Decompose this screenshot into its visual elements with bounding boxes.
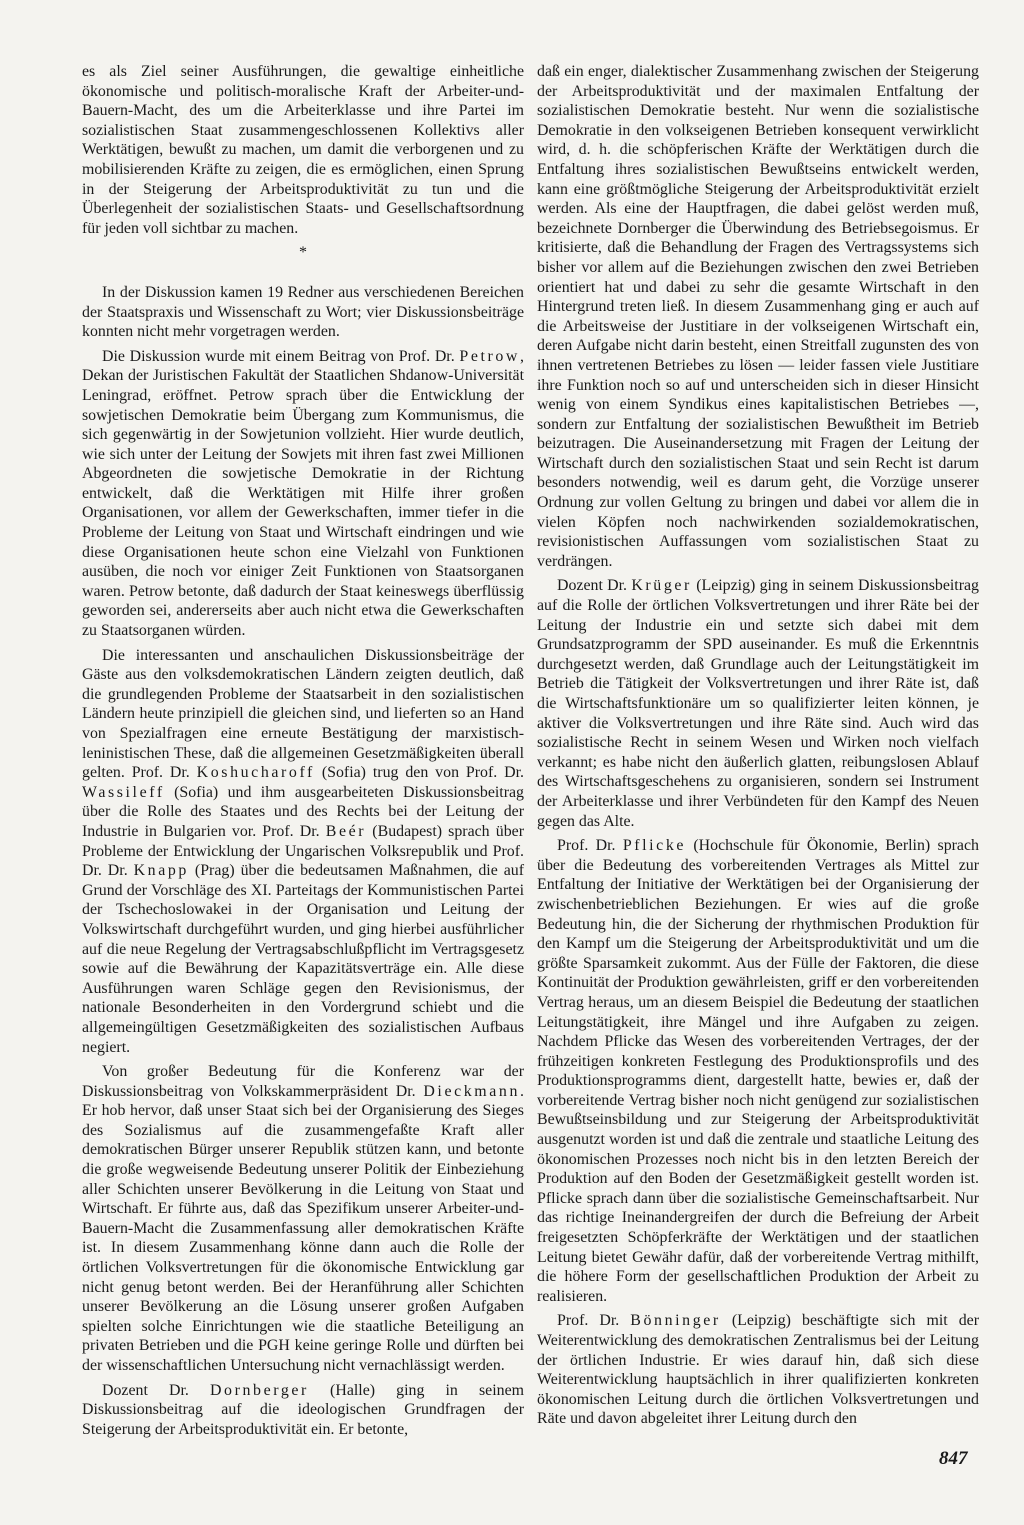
page-number: 847 xyxy=(939,1448,968,1469)
right-column xyxy=(537,62,979,1434)
paragraph: Die Diskussion wurde mit einem Beitrag von Prof. Dr. Petrow, Dekan der Juristischen Fakultät der Staatlichen Shdanow-Universität Leningrad, eröffnet. Petrow sprach über die Entwicklung der sowjetischen Demokratie beim Übergang zum Kommunismus, die sich gegenwärtig in der Sowjetunion vollzieht. Hier wurde deutlich, wie sich unter der Leitung der Sowjets mit ihren fast zwei Millionen Abgeordneten die sowjetische Demokratie in der Richtung entwickelt, daß die Werktätigen mit Hilfe ihrer großen Organisationen, vor allem der Gewerkschaften, immer tiefer in die Probleme der Leitung von Staat und Wirtschaft eindringen und wie diese Organisationen heute schon eine Vielzahl von Funktionen ausüben, die noch vor einiger Zeit Funktionen von Staatsorganen waren. Petrow betonte, daß dadurch der Staat keineswegs überflüssig geworden sei, andererseits aber auch nicht etwa die Gewerkschaften zu Staatsorganen würden. xyxy=(82,347,524,640)
paragraph: Die interessanten und anschaulichen Diskussionsbeiträge der Gäste aus den volksdemokratischen Ländern zeigten deutlich, daß die grundlegenden Probleme der Staatsarbeit in den sozialistischen Ländern heute prinzipiell die gleichen sind, und lieferten so an Hand von Spezialfragen eine erneute Bestätigung der marxistisch-leninistischen These, daß die allgemeinen Gesetzmäßigkeiten überall gelten. Prof. Dr. Koshucharoff (Sofia) trug den von Prof. Dr. Wassileff (Sofia) und ihm ausgearbeiteten Diskussionsbeitrag über die Rolle des Staates und des Rechts bei der Leitung der Industrie in Bulgarien vor. Prof. Dr. Beér (Budapest) sprach über Probleme der Entwicklung der Ungarischen Volksrepublik und Prof. Dr. Dr. Knapp (Prag) über die bedeutsamen Maßnahmen, die auf Grund der Vorschläge des XI. Parteitags der Kommunistischen Partei der Tschechoslowakei in der Organisation und Leitung der Volkswirtschaft durchgeführt wurden, und ging hierbei ausführlicher auf die neue Regelung der Vertragsabschlußpflicht im Vertragsgesetz sowie auf die Bewährung der Kapazitätsverträge ein. Alle diese Ausführungen waren Schläge gegen den Revisionismus, der nationale Besonderheiten in den Vordergrund schiebt und die allgemeingültigen Gesetzmäßigkeiten des sozialistischen Aufbaus negiert. xyxy=(82,646,524,1056)
paragraph: Dozent Dr. Dornberger (Halle) ging in seinem Diskussionsbeitrag auf die ideologischen Grundfragen der Steigerung der Arbeitsproduktivität ein. Er betonte, xyxy=(82,1381,524,1438)
left-column xyxy=(82,62,524,1444)
paragraph: es als Ziel seiner Ausführungen, die gewaltige einheitliche ökonomische und politisch-moralische Kraft der Arbeiter-und-Bauern-Macht, des um die Arbeiterklasse und ihre Partei im sozialistischen Staat zusammengeschlossenen Kollektivs aller Werktätigen, bewußt zu machen, um damit die verborgenen und zu mobilisierenden Kräfte zu zeigen, die es ermöglichen, einen Sprung in der Steigerung der Arbeitsproduktivität zu tun und die Überlegenheit der sozialistischen Staats- und Gesellschaftsordnung für jeden voll sichtbar zu machen. xyxy=(82,63,524,237)
speaker-name: Wassileff xyxy=(82,783,165,801)
paragraph: Von großer Bedeutung für die Konferenz war der Diskussionsbeitrag von Volkskammerpräsident Dr. Dieckmann. Er hob hervor, daß unser Staat sich bei der Organisierung des Sieges des Sozialismus auf die zusammengefaßte Kraft aller demokratischen Bürger unserer Republik stützen kann, und betonte die große wegweisende Bedeutung unserer Politik der Einbeziehung aller Schichten unserer Bevölkerung in die Leitung von Staat und Wirtschaft. Er führte aus, daß das Spezifikum unserer Arbeiter-und-Bauern-Macht die Zusammenfassung aller demokratischen Kräfte ist. In diesem Zusammenhang könne dann auch die Rolle der örtlichen Volksvertretungen für die ökonomische Entwicklung gar nicht genug betont werden. Bei der Heranführung aller Schichten unserer Bevölkerung an die Lösung unserer großen Aufgaben spielten solche Einrichtungen wie die staatliche Beteiligung an privaten Betrieben und die PGH keine geringe Rolle und dürften bei der wissenschaftlichen Untersuchung nicht vernachlässigt werden. xyxy=(82,1063,524,1374)
paragraph: In der Diskussion kamen 19 Redner aus verschiedenen Bereichen der Staatspraxis und Wissenschaft zu Wort; vier Diskussionsbeiträge konnten nicht mehr vorgetragen werden. xyxy=(82,283,524,341)
speaker-name: Dornberger xyxy=(209,1381,309,1399)
speaker-name: Knapp xyxy=(133,862,189,880)
section-separator: * xyxy=(299,244,307,262)
speaker-name: Koshucharoff xyxy=(196,764,315,782)
paragraph: Dozent Dr. Krüger (Leipzig) ging in seinem Diskussionsbeitrag auf die Rolle der örtlichen Volksvertretungen und ihrer Räte bei der Leitung der Industrie ein und setzte sich dabei mit dem Grundsatzprogramm der SPD auseinander. Es muß die Erkenntnis durchgesetzt werden, daß Grundlage auch der Leitungstätigkeit im Betrieb die Tätigkeit der Volksvertretungen und ihrer Räte ist, daß die Wirtschaftsfunktionäre um so qualifizierter leiten können, je aktiver die Volksvertretungen und ihre Räte sind. Auch wird das sozialistische Recht in seinem Wesen und Wirken noch vielfach verkannt; es habe nicht den äußerlich glatten, reibungslosen Ablauf des Wirtschaftsgeschehens zu organisieren, sondern sei Instrument der Arbeiterklasse und ihrer Verbündeten für den Kampf des Neuen gegen das Alte. xyxy=(537,577,979,830)
speaker-name: Beér xyxy=(325,822,367,840)
paragraph: Prof. Dr. Pflicke (Hochschule für Ökonomie, Berlin) sprach über die Bedeutung des vorbereitenden Vertrages als Mittel zur Entfaltung der Initiative der Werktätigen bei der Organisierung der zwischenbetrieblichen Beziehungen. Er wies auf die große Bedeutung hin, die der Sicherung der rhythmischen Produktion für den Kampf um die Steigerung der Arbeitsproduktivität und um die größte Sparsamkeit zukommt. Aus der Fülle der Faktoren, die diese Kontinuität der Produktion gewährleisten, griff er den vorbereitenden Vertrag heraus, um an diesem Beispiel die Bedeutung der staatlichen Leitungstätigkeit, ihre Mängel und ihre Aufgaben zu zeigen. Nachdem Pflicke das Wesen des vorbereitenden Vertrages, der der frühzeitigen konkreten Festlegung des Produktionsprofils und des Produktionsprogramms dient, dargestellt hatte, bewies er, daß der vorbereitende Vertrag bisher noch nicht genügend zur sozialistischen Bewußtseinsbildung und zur Steigerung der Arbeitsproduktivität ausgenutzt worden ist und daß die zentrale und staatliche Leitung des ökonomischen Prozesses noch nicht bis in den letzten Bereich der Produktion auf den Boden der Gesetzmäßigkeit gestellt worden ist. Pflicke sprach dann über die sozialistische Gemeinschaftsarbeit. Nur das richtige Ineinandergreifen der durch die Befreiung der Arbeit freigesetzten Schöpferkräfte der Werktätigen und der staatlichen Leitung bietet Gewähr dafür, daß der vorbereitende Vertrag mithilft, die höhere Form der gesellschaftlichen Produktion der Arbeit zu realisieren. xyxy=(537,837,979,1305)
speaker-name: Pflicke xyxy=(622,837,687,855)
speaker-name: Bönninger xyxy=(630,1312,721,1330)
paragraph: Prof. Dr. Bönninger (Leipzig) beschäftigte sich mit der Weiterentwicklung des demokratischen Zentralismus bei der Leitung der örtlichen Industrie. Er wies darauf hin, daß sich diese Weiterentwicklung hauptsächlich in ihrer qualifizierten konkreten ökonomischen Leitung durch die örtlichen Volksvertretungen und Räte und davon abgeleitet ihrer Leitung durch den xyxy=(537,1312,979,1428)
speaker-name: Krüger xyxy=(631,577,692,595)
speaker-name: Petrow xyxy=(459,347,521,365)
paragraph: daß ein enger, dialektischer Zusammenhang zwischen der Steigerung der Arbeitsproduktivität und der maximalen Entfaltung der sozialistischen Demokratie besteht. Nur wenn die sozialistische Demokratie in den volkseigenen Betrieben konsequent verwirklicht wird, d. h. die schöpferischen Kräfte der Werktätigen durch die Entfaltung ihres sozialistischen Bewußtseins entwickelt werden, kann eine größtmögliche Steigerung der Arbeitsproduktivität erzielt werden. Als eine der Hauptfragen, die dabei gelöst werden muß, bezeichnete Dornberger die Überwindung des Betriebsegoismus. Er kritisierte, daß die Behandlung der Fragen des Vertragssystems sich bisher vor allem auf die Beziehungen zwischen den zwei Betrieben orientiert hat und dabei zu sehr die gesamte Wirtschaft in den Hintergrund treten ließ. In diesem Zusammenhang ging er auch auf die Arbeitsweise der Justitiare in der volkseigenen Wirtschaft ein, deren Aufgabe nicht darin besteht, einen Streitfall zugunsten des von ihnen vertretenen Betriebes zu lösen — leider fassen viele Justitiare ihre Funktion noch so auf und unterscheiden sich in dieser Hinsicht wenig von einem Syndikus eines kapitalistischen Betriebes —, sondern zur Entfaltung der sozialistischen Bewußtheit im Betrieb beizutragen. Die Auseinandersetzung mit Fragen der Leitung der Wirtschaft durch den sozialistischen Staat und sein Recht ist darum besonders notwendig, weil es darum geht, die Vorzüge unserer Ordnung zur vollen Geltung zu bringen und dabei vor allem die in vielen Köpfen noch nachwirkenden sozialdemokratischen, revisionistischen Auffassungen vom sozialistischen Staat zu verdrängen. xyxy=(537,63,979,570)
speaker-name: Dieckmann xyxy=(423,1082,521,1100)
